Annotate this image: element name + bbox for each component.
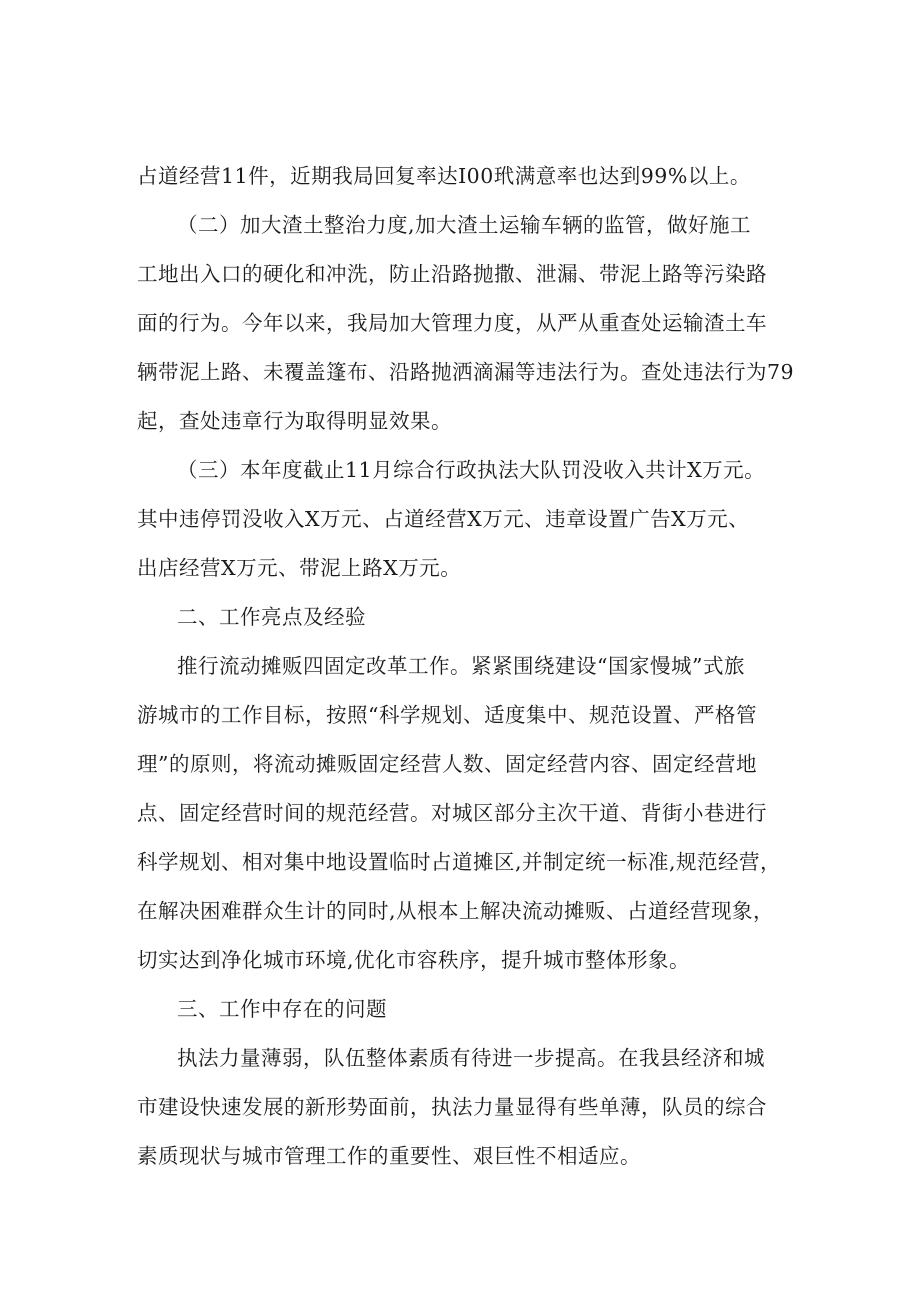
text-line-9: 出店经营X万元、带泥上路X万元。 <box>137 556 462 580</box>
section-heading-2: 二、工作亮点及经验 <box>177 605 366 629</box>
text-line-12: 游城市的工作目标，按照“科学规划、适度集中、规范设置、严格管 <box>137 703 757 727</box>
text-line-5: 辆带泥上路、未覆盖篷布、沿路抛洒滴漏等违法行为。查处违法行为79 <box>137 360 795 384</box>
text-line-19: 执法力量薄弱，队伍整体素质有待进一步提高。在我县经济和城 <box>177 1046 765 1070</box>
text-line-11: 推行流动摊贩四固定改革工作。紧紧围绕建设“国家慢城”式旅 <box>177 654 745 678</box>
text-line-20: 市建设快速发展的新形势面前，执法力量显得有些单薄，队员的综合 <box>137 1095 767 1119</box>
text-line-2: （二）加大渣土整治力度,加大渣土运输车辆的监管，做好施工 <box>177 213 752 237</box>
text-line-8: 其中违停罚没收入X万元、占道经营X万元、违章设置广告X万元、 <box>137 507 750 531</box>
text-line-7: （三）本年度截止11月综合行政执法大队罚没收入共计X万元。 <box>177 458 766 482</box>
text-line-1: 占道经营11件，近期我局回复率达I00玳满意率也达到99%以上。 <box>137 164 751 188</box>
text-line-21: 素质现状与城市管理工作的重要性、艰巨性不相适应。 <box>137 1144 641 1168</box>
text-line-16: 在解决困难群众生计的同时,从根本上解决流动摊贩、占道经营现象， <box>137 899 775 923</box>
text-line-4: 面的行为。今年以来，我局加大管理力度，从严从重查处运输渣土车 <box>137 311 767 335</box>
text-line-13: 理”的原则，将流动摊贩固定经营人数、固定经营内容、固定经营地 <box>137 752 757 776</box>
text-line-14: 点、固定经营时间的规范经营。对城区部分主次干道、背街小巷进行 <box>137 801 767 825</box>
text-line-6: 起，查处违章行为取得明显效果。 <box>137 409 452 433</box>
text-line-17: 切实达到净化城市环境,优化市容秩序，提升城市整体形象。 <box>137 948 691 972</box>
text-line-3: 工地出入口的硬化和冲洗，防止沿路抛撒、泄漏、带泥上路等污染路 <box>137 262 767 286</box>
section-heading-3: 三、工作中存在的问题 <box>177 997 387 1021</box>
text-line-15: 科学规划、相对集中地设置临时占道摊区,并制定统一标准,规范经营， <box>137 850 782 874</box>
